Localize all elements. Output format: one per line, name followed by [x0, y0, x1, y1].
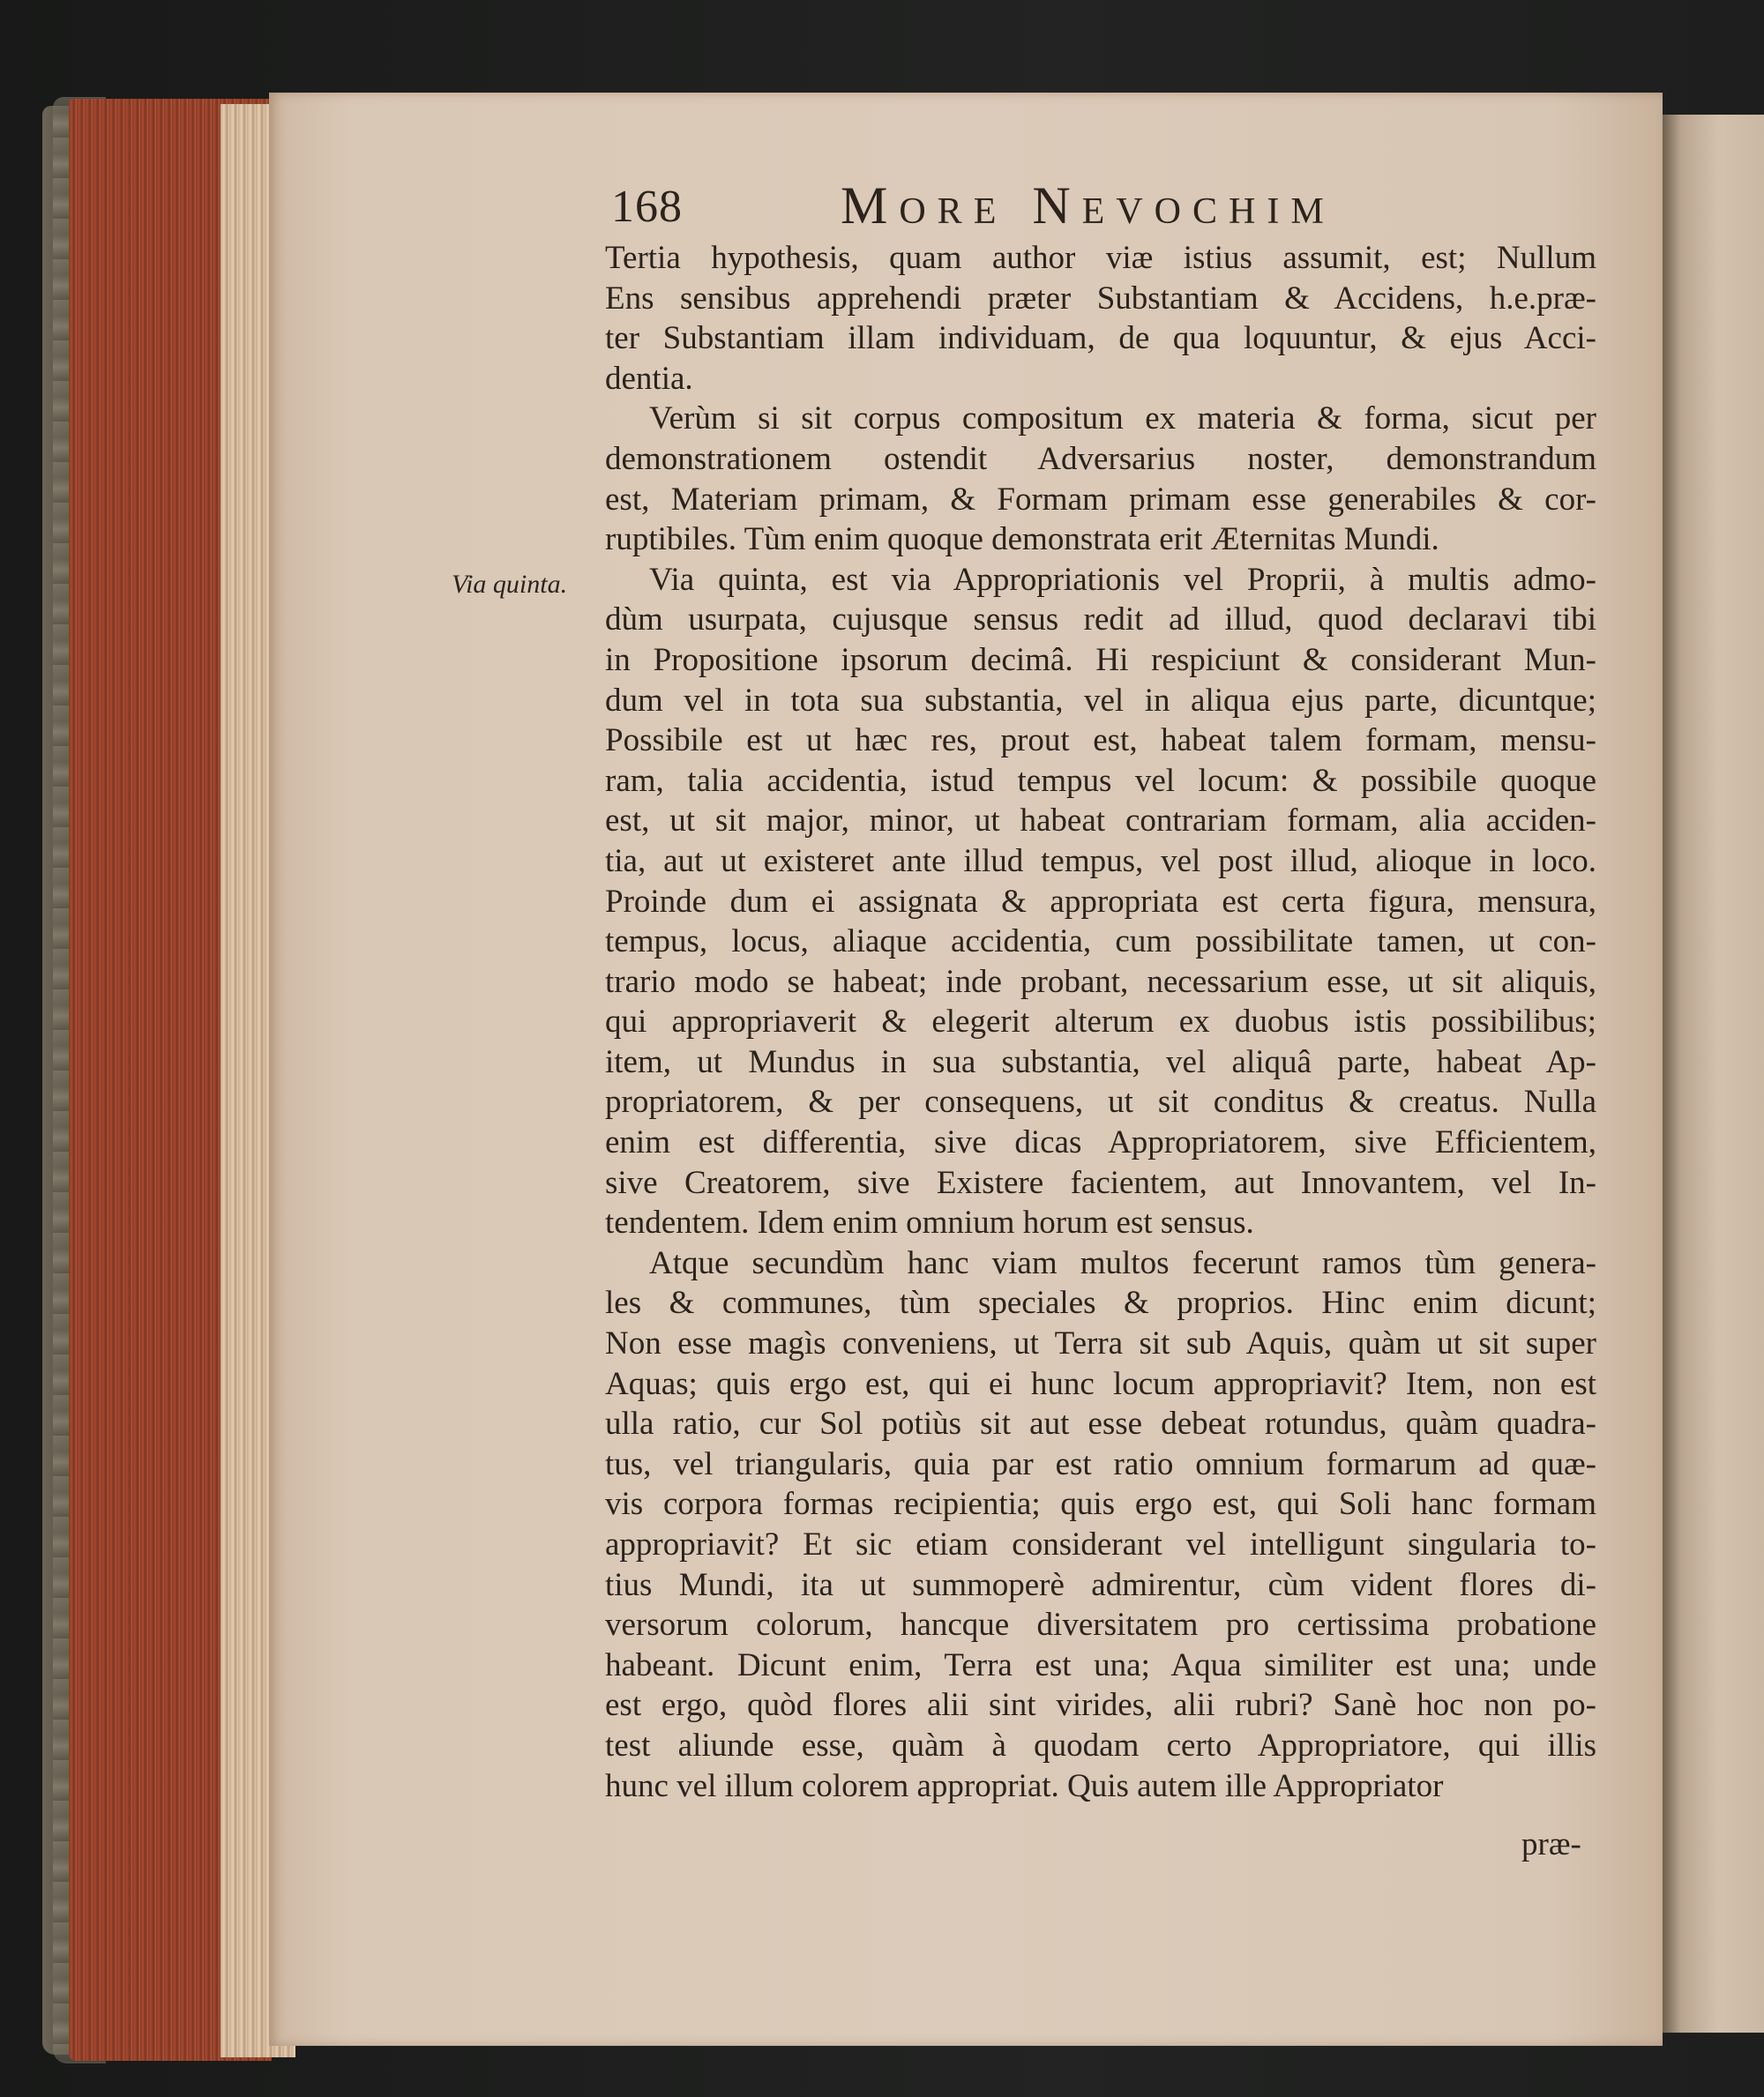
- text-line: tempus, locus, aliaque accidentia, cum possibilitate tamen, ut con-: [605, 923, 1596, 960]
- text-line: les & communes, tùm speciales & proprios. Hinc enim dicunt;: [605, 1285, 1596, 1322]
- text-line: Atque secundùm hanc viam multos fecerunt ramos tùm genera-: [649, 1244, 1596, 1281]
- text-line: habeant. Dicunt enim, Terra est una; Aqua similiter est una; unde: [605, 1646, 1596, 1683]
- text-line: hunc vel illum colorem appropriat. Quis autem ille Appropriator: [605, 1767, 1444, 1804]
- text-line: Verùm si sit corpus compositum ex materia & forma, sicut per: [649, 400, 1596, 437]
- text-line: dum vel in tota sua substantia, vel in aliqua ejus parte, dicuntque;: [605, 682, 1596, 719]
- text-line: Possibile est ut hæc res, prout est, habeat talem formam, mensu-: [605, 722, 1596, 759]
- text-line: Via quinta, est via Appropriationis vel Proprii, à multis admo-: [649, 561, 1596, 598]
- text-line: tus, vel triangularis, quia par est ratio omnium formarum ad quæ-: [605, 1445, 1596, 1482]
- text-line: demonstrationem ostendit Adversarius noster, demonstrandum: [605, 440, 1596, 477]
- text-line: qui appropriaverit & elegerit alterum ex duobus istis possibilibus;: [605, 1004, 1596, 1041]
- text-line: versorum colorum, hancque diversitatem pro certissima probatione: [605, 1607, 1596, 1644]
- text-line: ruptibiles. Tùm enim quoque demonstrata erit Æternitas Mundi.: [605, 521, 1439, 558]
- text-line: Ens sensibus apprehendi præter Substantiam & Accidens, h.e.præ-: [605, 280, 1596, 317]
- text-line: vis corpora formas recipientia; quis ergo est, qui Soli hanc formam: [605, 1486, 1596, 1523]
- text-line: Tertia hypothesis, quam author viæ istius assumit, est; Nullum: [605, 240, 1596, 276]
- text-line: Aquas; quis ergo est, qui ei hunc locum appropriavit? Item, non est: [605, 1365, 1596, 1402]
- margin-note: Via quinta.: [452, 570, 568, 599]
- text-line: dùm usurpata, cujusque sensus redit ad illud, quod declaravi tibi: [605, 601, 1596, 638]
- book-title: More Nevochim: [841, 176, 1335, 235]
- text-line: est ergo, quòd flores alii sint virides, alii rubri? Sanè hoc non po-: [605, 1687, 1596, 1724]
- text-line: ram, talia accidentia, istud tempus vel locum: & possibile quoque: [605, 762, 1596, 799]
- text-line: enim est differentia, sive dicas Appropriatorem, sive Efficientem,: [605, 1124, 1596, 1161]
- text-line: tius Mundi, ita ut summoperè admirentur, cùm vident flores di-: [605, 1566, 1596, 1603]
- text-line: ulla ratio, cur Sol potiùs sit aut esse debeat rotundus, quàm quadra-: [605, 1406, 1596, 1443]
- text-line: Proinde dum ei assignata & appropriata est certa figura, mensura,: [605, 883, 1596, 920]
- running-head: [611, 176, 1608, 243]
- page-number: 168: [611, 182, 683, 232]
- text-line: est, Materiam primam, & Formam primam esse generabiles & cor-: [605, 481, 1596, 518]
- text-line: ter Substantiam illam individuam, de qua loquuntur, & ejus Acci-: [605, 320, 1596, 357]
- text-line: sive Creatorem, sive Existere facientem, aut Innovantem, vel In-: [605, 1164, 1596, 1201]
- body-text: [605, 238, 1596, 1806]
- text-line: dentia.: [605, 360, 693, 397]
- text-line: test aliunde esse, quàm à quodam certo Appropriatore, qui illis: [605, 1727, 1596, 1764]
- text-line: trario modo se habeat; inde probant, necessarium esse, ut sit aliquis,: [605, 963, 1596, 1000]
- text-line: in Propositione ipsorum decimâ. Hi respiciunt & considerant Mun-: [605, 641, 1596, 678]
- facing-page: [1663, 115, 1764, 2033]
- catchword: præ-: [1521, 1826, 1581, 1862]
- text-line: appropriavit? Et sic etiam considerant vel intelligunt singularia to-: [605, 1526, 1596, 1563]
- text-line: Non esse magìs conveniens, ut Terra sit sub Aquis, quàm ut sit super: [605, 1325, 1596, 1362]
- text-line: tia, aut ut existeret ante illud tempus, vel post illud, alioque in loco.: [605, 842, 1596, 879]
- text-line: propriatorem, & per consequens, ut sit conditus & creatus. Nulla: [605, 1084, 1596, 1121]
- text-line: est, ut sit major, minor, ut habeat contrariam formam, alia acciden-: [605, 802, 1596, 840]
- text-line: item, ut Mundus in sua substantia, vel aliquâ parte, habeat Ap-: [605, 1043, 1596, 1080]
- text-line: tendentem. Idem enim omnium horum est sensus.: [605, 1205, 1254, 1242]
